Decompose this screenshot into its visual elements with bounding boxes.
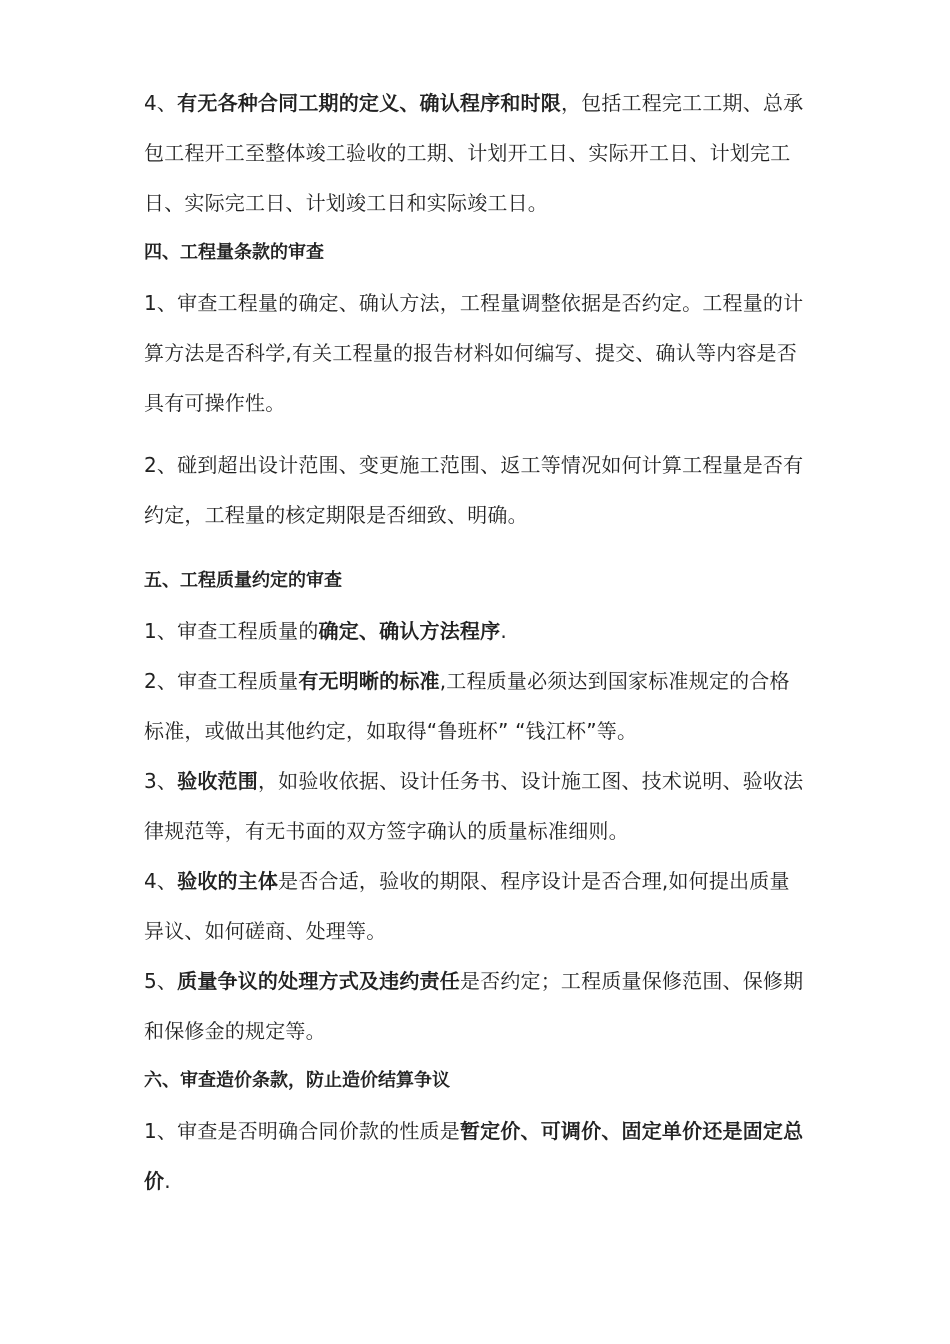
bold-phrase: 质量争议的处理方式及违约责任 [177,969,460,993]
paragraph-text: ,工程质量必须达到国家标准规定的合格标准，或做出其他约定，如取得“鲁班杯” “钱江杯”等。 [144,669,790,743]
section-heading-5: 五、工程质量约定的审查 [144,570,342,591]
paragraph-text: 2、审查工程质量 [144,669,299,693]
paragraph-text: . [164,1169,171,1193]
paragraph-text: ，如验收依据、设计任务书、设计施工图、技术说明、验收法律规范等，有无书面的双方签字确认的质量标准细则。 [144,769,804,843]
paragraph-text: . [500,619,507,643]
paragraph-quantity-2: 2、碰到超出设计范围、变更施工范围、返工等情况如何计算工程量是否有约定，工程量的核定期限是否细致、明确。 [144,453,804,527]
paragraph-text: ，包括工程完工工期、总承包工程开工至整体竣工验收的工期、计划开工日、实际开工日、计划完工日、实际完工日、计划竣工日和实际竣工日。 [144,91,804,215]
paragraph-price-1 [144,1106,808,1206]
paragraph-text: 是否合适，验收的期限、程序设计是否合理,如何提出质量异议、如何磋商、处理等。 [144,869,790,943]
paragraph-quality-3 [144,756,808,856]
paragraph-quality-4 [144,856,808,956]
item-number: 3、 [144,769,178,793]
paragraph-quantity-1: 1、审查工程量的确定、确认方法，工程量调整依据是否约定。工程量的计算方法是否科学,有关工程量的报告材料如何编写、提交、确认等内容是否具有可操作性。 [144,291,804,415]
paragraph-quality-5 [144,956,808,1056]
paragraph-text: 是否约定；工程质量保修范围、保修期和保修金的规定等。 [144,969,804,1043]
bold-phrase: 暂定价、可调价、固定单价还是固定总价 [144,1119,804,1193]
paragraph-4-duration [144,78,808,228]
paragraph-quality-1 [144,606,808,656]
item-number: 4、 [144,91,178,115]
document-page [144,78,808,1206]
section-heading-6: 六、审查造价条款，防止造价结算争议 [144,1070,450,1091]
paragraph-text: 1、审查工程质量的 [144,619,319,643]
bold-phrase: 验收的主体 [177,869,279,893]
bold-phrase: 有无明晰的标准 [298,669,440,693]
bold-phrase: 有无各种合同工期的定义、确认程序和时限 [177,91,561,115]
item-number: 5、 [144,969,178,993]
paragraph-text: 1、审查是否明确合同价款的性质是 [144,1119,460,1143]
bold-phrase: 确定、确认方法程序 [318,619,501,643]
item-number: 4、 [144,869,178,893]
section-heading-4: 四、工程量条款的审查 [144,242,324,263]
bold-phrase: 验收范围 [177,769,258,793]
paragraph-quality-2 [144,656,808,756]
